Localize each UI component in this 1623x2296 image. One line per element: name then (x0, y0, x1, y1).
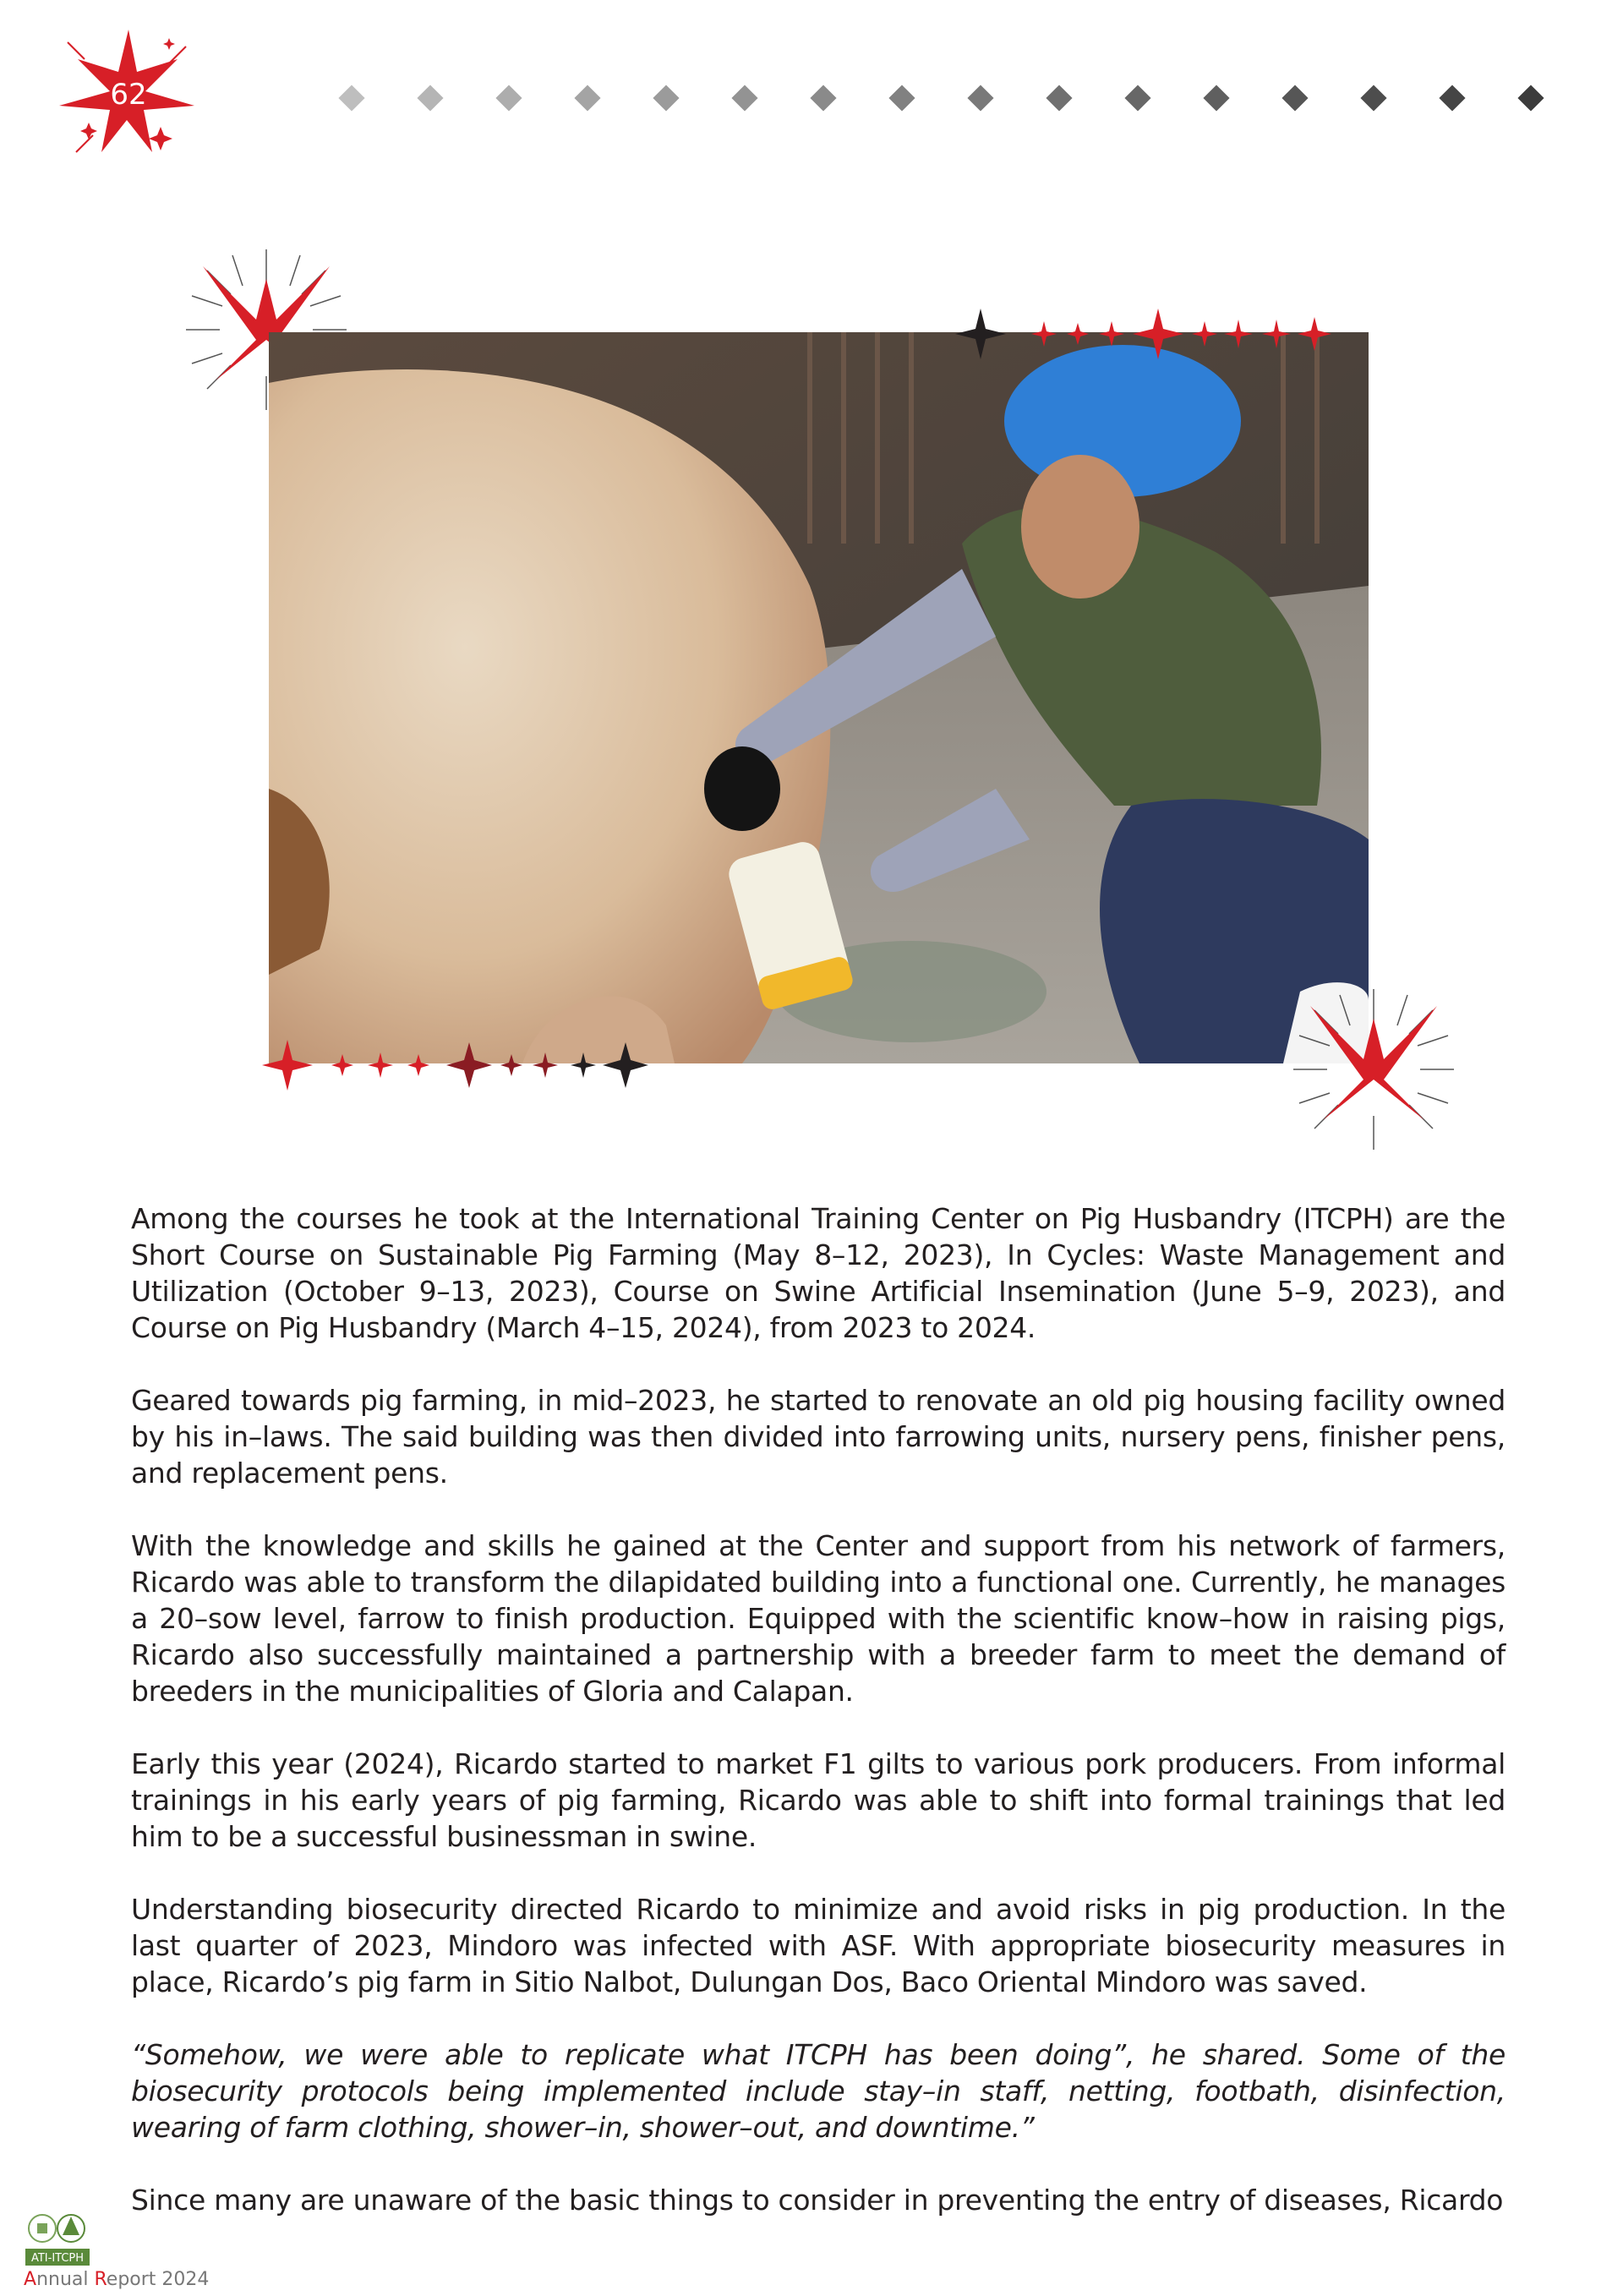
header-diamond-row (342, 82, 1577, 116)
star-row-decoration-bottom (254, 1036, 651, 1095)
header-diamond (731, 85, 757, 111)
footer-title-part1: nnual (36, 2269, 95, 2290)
paragraph-continued: Since many are unaware of the basic things to consider in preventing the entry of diseases, Ricardo (131, 2184, 1504, 2217)
footer-title-part2: eport 2024 (106, 2269, 210, 2290)
header-diamond (1203, 85, 1229, 111)
header-diamond (1517, 85, 1544, 111)
logo-caption: ATI-ITCPH (30, 2252, 85, 2265)
header-diamond (417, 85, 443, 111)
header-diamond (1281, 85, 1308, 111)
header-diamond (495, 85, 522, 111)
starburst-decoration-bottom-right (1289, 985, 1458, 1154)
header-diamond (810, 85, 836, 111)
paragraph-renovation: Geared towards pig farming, in mid–2023, he started to renovate an old pig housing facility owned by his in–laws. The said building was then divided into farrowing units, nursery pens, finisher pens, and replacement pens. (131, 1384, 1506, 1490)
header-diamond (888, 85, 915, 111)
footer-title-letter-r: R (94, 2269, 107, 2290)
header-diamond (338, 85, 364, 111)
footer-report-title (24, 2269, 209, 2290)
paragraph-biosecurity: Understanding biosecurity directed Ricardo to minimize and avoid risks in pig production. In the last quarter of 2023, Mindoro was infected with ASF. With appropriate biosecurity measures in place, Ricardo’s pig farm in Sitio Nalbot, Dulungan Dos, Baco Oriental Mindoro was saved. (131, 1893, 1506, 1998)
footer-title-letter-a: A (24, 2269, 37, 2290)
star-row-decoration-top (951, 304, 1357, 364)
ati-itcph-logo (24, 2210, 91, 2269)
header-diamond (967, 85, 993, 111)
header-diamond (574, 85, 600, 111)
page-number: 62 (110, 78, 147, 112)
header-diamond (653, 85, 679, 111)
farmer-pig-photo (269, 332, 1369, 1063)
paragraph-transformation: With the knowledge and skills he gained at the Center and support from his network of farmers, Ricardo was able to transform the dilapidated building into a functional one. Currently, he manages a 20–sow level, farrow to finish production. Equipped with the scientific know–how in raising pigs, Ricardo also successfully maintained a partnership with a breeder farm to meet the demand of breeders in the municipalities of Gloria and Calapan. (131, 1529, 1506, 1708)
header-diamond (1046, 85, 1072, 111)
paragraph-quote: “Somehow, we were able to replicate what ITCPH has been doing”, he shared. Some of the biosecurity protocols being implemented include stay–in staff, netting, footbath, disinfection, wearing of farm clothing, shower–in, shower–out, and downtime.” (131, 2038, 1506, 2144)
header-diamond (1124, 85, 1150, 111)
header-diamond (1439, 85, 1465, 111)
photo-pig-artificial-insemination-icon (269, 332, 1369, 1063)
paragraph-marketing: Early this year (2024), Ricardo started to market F1 gilts to various pork producers. From informal trainings in his early years of pig farming, Ricardo was able to shift into formal trainings that led him to be a successful businessman in swine. (131, 1747, 1506, 1853)
header-diamond (1360, 85, 1386, 111)
article-body (131, 1200, 1506, 2255)
paragraph-courses: Among the courses he took at the International Training Center on Pig Husbandry (ITCPH) are the Short Course on Sustainable Pig Farming (May 8–12, 2023), In Cycles: Waste Management and Utilization (October 9–13, 2023), Course on Swine Artificial Insemination (June 5–9, 2023), and Course on Pig Husbandry (March 4–15, 2024), from 2023 to 2024. (131, 1202, 1506, 1344)
